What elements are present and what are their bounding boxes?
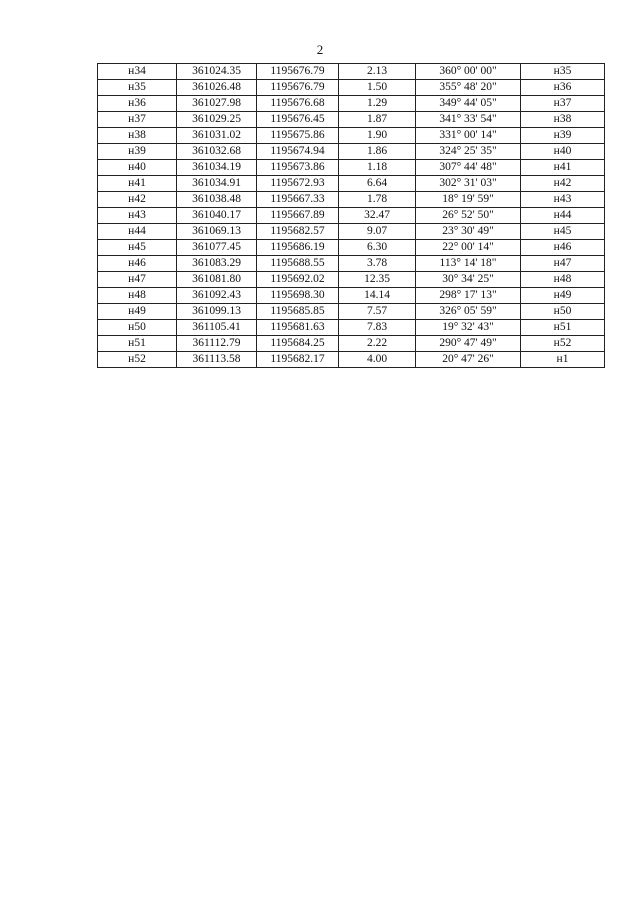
y-coordinate-cell: 1195674.94 <box>257 144 339 160</box>
table-row <box>98 240 605 256</box>
table-row <box>98 192 605 208</box>
table-row <box>98 128 605 144</box>
length-cell: 2.22 <box>339 336 416 352</box>
next-point-cell: н45 <box>521 224 605 240</box>
x-coordinate-cell: 361034.19 <box>177 160 257 176</box>
y-coordinate-cell: 1195685.85 <box>257 304 339 320</box>
table-row <box>98 352 605 368</box>
length-cell: 14.14 <box>339 288 416 304</box>
length-cell: 1.50 <box>339 80 416 96</box>
point-cell: н35 <box>98 80 177 96</box>
coordinates-table-body <box>98 64 605 368</box>
length-cell: 1.18 <box>339 160 416 176</box>
direction-angle-cell: 302° 31' 03" <box>416 176 521 192</box>
length-cell: 7.83 <box>339 320 416 336</box>
next-point-cell: н38 <box>521 112 605 128</box>
y-coordinate-cell: 1195684.25 <box>257 336 339 352</box>
y-coordinate-cell: 1195676.79 <box>257 80 339 96</box>
next-point-cell: н41 <box>521 160 605 176</box>
table-row <box>98 96 605 112</box>
next-point-cell: н48 <box>521 272 605 288</box>
next-point-cell: н46 <box>521 240 605 256</box>
next-point-cell: н36 <box>521 80 605 96</box>
direction-angle-cell: 30° 34' 25" <box>416 272 521 288</box>
table-row <box>98 320 605 336</box>
x-coordinate-cell: 361069.13 <box>177 224 257 240</box>
y-coordinate-cell: 1195673.86 <box>257 160 339 176</box>
direction-angle-cell: 360° 00' 00" <box>416 64 521 80</box>
y-coordinate-cell: 1195682.17 <box>257 352 339 368</box>
table-row <box>98 272 605 288</box>
direction-angle-cell: 19° 32' 43" <box>416 320 521 336</box>
next-point-cell: н1 <box>521 352 605 368</box>
direction-angle-cell: 23° 30' 49" <box>416 224 521 240</box>
next-point-cell: н44 <box>521 208 605 224</box>
x-coordinate-cell: 361113.58 <box>177 352 257 368</box>
y-coordinate-cell: 1195686.19 <box>257 240 339 256</box>
x-coordinate-cell: 361038.48 <box>177 192 257 208</box>
length-cell: 3.78 <box>339 256 416 272</box>
length-cell: 9.07 <box>339 224 416 240</box>
direction-angle-cell: 113° 14' 18" <box>416 256 521 272</box>
direction-angle-cell: 341° 33' 54" <box>416 112 521 128</box>
point-cell: н34 <box>98 64 177 80</box>
next-point-cell: н35 <box>521 64 605 80</box>
next-point-cell: н39 <box>521 128 605 144</box>
coordinates-table <box>97 63 605 368</box>
x-coordinate-cell: 361077.45 <box>177 240 257 256</box>
direction-angle-cell: 20° 47' 26" <box>416 352 521 368</box>
next-point-cell: н42 <box>521 176 605 192</box>
x-coordinate-cell: 361029.25 <box>177 112 257 128</box>
direction-angle-cell: 326° 05' 59" <box>416 304 521 320</box>
table-row <box>98 176 605 192</box>
direction-angle-cell: 331° 00' 14" <box>416 128 521 144</box>
length-cell: 12.35 <box>339 272 416 288</box>
length-cell: 1.87 <box>339 112 416 128</box>
y-coordinate-cell: 1195676.79 <box>257 64 339 80</box>
x-coordinate-cell: 361083.29 <box>177 256 257 272</box>
direction-angle-cell: 355° 48' 20" <box>416 80 521 96</box>
y-coordinate-cell: 1195676.68 <box>257 96 339 112</box>
point-cell: н50 <box>98 320 177 336</box>
x-coordinate-cell: 361099.13 <box>177 304 257 320</box>
direction-angle-cell: 307° 44' 48" <box>416 160 521 176</box>
next-point-cell: н51 <box>521 320 605 336</box>
y-coordinate-cell: 1195672.93 <box>257 176 339 192</box>
x-coordinate-cell: 361026.48 <box>177 80 257 96</box>
point-cell: н51 <box>98 336 177 352</box>
table-row <box>98 304 605 320</box>
direction-angle-cell: 18° 19' 59" <box>416 192 521 208</box>
x-coordinate-cell: 361027.98 <box>177 96 257 112</box>
point-cell: н49 <box>98 304 177 320</box>
x-coordinate-cell: 361105.41 <box>177 320 257 336</box>
y-coordinate-cell: 1195667.33 <box>257 192 339 208</box>
table-row <box>98 160 605 176</box>
next-point-cell: н52 <box>521 336 605 352</box>
point-cell: н45 <box>98 240 177 256</box>
point-cell: н39 <box>98 144 177 160</box>
point-cell: н41 <box>98 176 177 192</box>
y-coordinate-cell: 1195675.86 <box>257 128 339 144</box>
length-cell: 1.86 <box>339 144 416 160</box>
point-cell: н37 <box>98 112 177 128</box>
table-row <box>98 144 605 160</box>
x-coordinate-cell: 361034.91 <box>177 176 257 192</box>
point-cell: н52 <box>98 352 177 368</box>
y-coordinate-cell: 1195681.63 <box>257 320 339 336</box>
x-coordinate-cell: 361081.80 <box>177 272 257 288</box>
length-cell: 1.90 <box>339 128 416 144</box>
length-cell: 6.64 <box>339 176 416 192</box>
point-cell: н36 <box>98 96 177 112</box>
point-cell: н42 <box>98 192 177 208</box>
table-row <box>98 208 605 224</box>
next-point-cell: н40 <box>521 144 605 160</box>
direction-angle-cell: 26° 52' 50" <box>416 208 521 224</box>
table-row <box>98 336 605 352</box>
next-point-cell: н43 <box>521 192 605 208</box>
next-point-cell: н37 <box>521 96 605 112</box>
point-cell: н40 <box>98 160 177 176</box>
point-cell: н48 <box>98 288 177 304</box>
point-cell: н46 <box>98 256 177 272</box>
direction-angle-cell: 324° 25' 35" <box>416 144 521 160</box>
y-coordinate-cell: 1195667.89 <box>257 208 339 224</box>
table-row <box>98 256 605 272</box>
table-row <box>98 64 605 80</box>
direction-angle-cell: 290° 47' 49" <box>416 336 521 352</box>
length-cell: 7.57 <box>339 304 416 320</box>
direction-angle-cell: 22° 00' 14" <box>416 240 521 256</box>
x-coordinate-cell: 361040.17 <box>177 208 257 224</box>
length-cell: 32.47 <box>339 208 416 224</box>
x-coordinate-cell: 361092.43 <box>177 288 257 304</box>
length-cell: 6.30 <box>339 240 416 256</box>
table-row <box>98 80 605 96</box>
length-cell: 2.13 <box>339 64 416 80</box>
table-row <box>98 112 605 128</box>
length-cell: 1.29 <box>339 96 416 112</box>
x-coordinate-cell: 361031.02 <box>177 128 257 144</box>
point-cell: н43 <box>98 208 177 224</box>
direction-angle-cell: 298° 17' 13" <box>416 288 521 304</box>
y-coordinate-cell: 1195692.02 <box>257 272 339 288</box>
x-coordinate-cell: 361112.79 <box>177 336 257 352</box>
point-cell: н38 <box>98 128 177 144</box>
length-cell: 4.00 <box>339 352 416 368</box>
page-number: 2 <box>316 42 324 57</box>
point-cell: н47 <box>98 272 177 288</box>
y-coordinate-cell: 1195698.30 <box>257 288 339 304</box>
direction-angle-cell: 349° 44' 05" <box>416 96 521 112</box>
y-coordinate-cell: 1195676.45 <box>257 112 339 128</box>
next-point-cell: н50 <box>521 304 605 320</box>
table-row <box>98 224 605 240</box>
x-coordinate-cell: 361032.68 <box>177 144 257 160</box>
length-cell: 1.78 <box>339 192 416 208</box>
point-cell: н44 <box>98 224 177 240</box>
y-coordinate-cell: 1195688.55 <box>257 256 339 272</box>
next-point-cell: н47 <box>521 256 605 272</box>
y-coordinate-cell: 1195682.57 <box>257 224 339 240</box>
next-point-cell: н49 <box>521 288 605 304</box>
x-coordinate-cell: 361024.35 <box>177 64 257 80</box>
table-row <box>98 288 605 304</box>
